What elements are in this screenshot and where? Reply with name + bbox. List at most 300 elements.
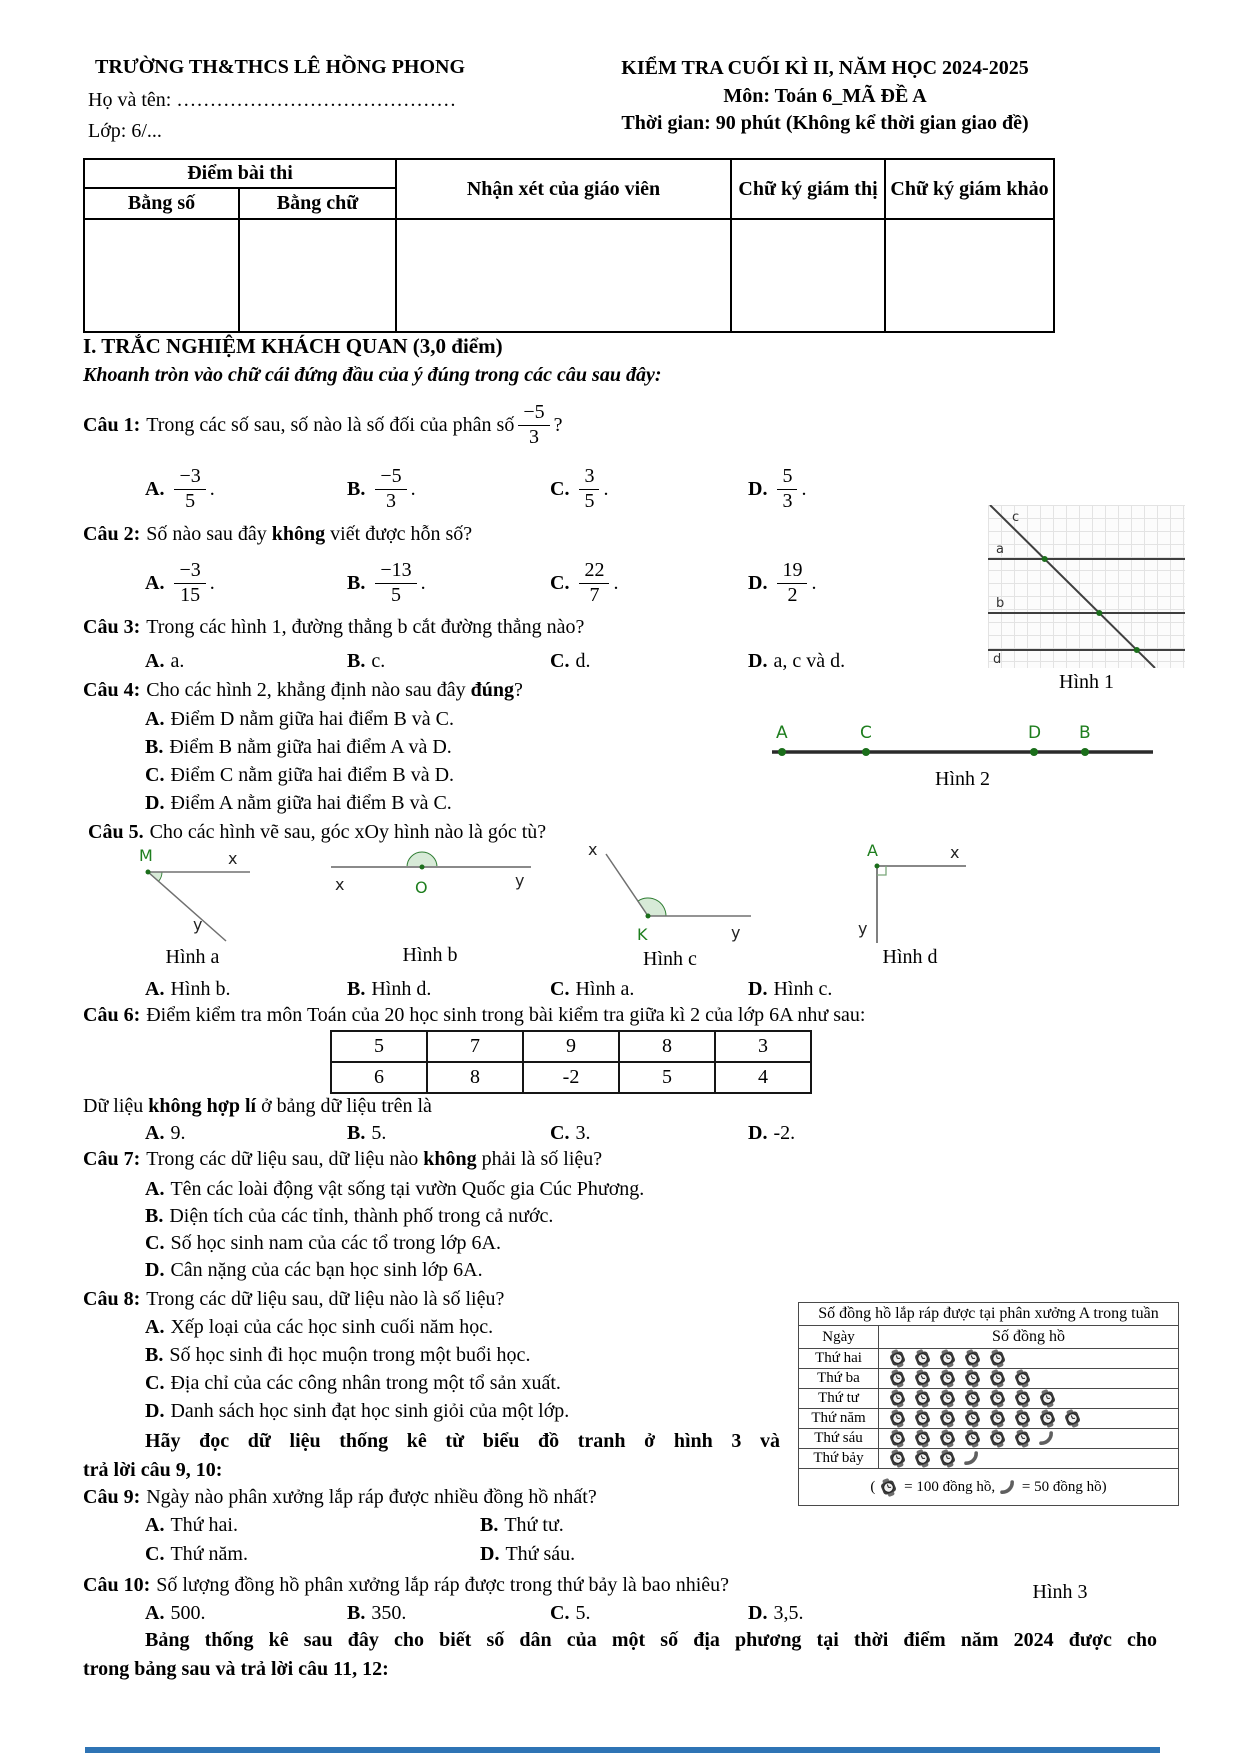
fraction-numerator: −5 [375, 466, 406, 490]
question-7-options [83, 1178, 1233, 1290]
option-label: D. [748, 978, 768, 1000]
clock-icon [938, 1449, 957, 1468]
stem-text: Trong các hình 1, đường thẳng b cắt đường thẳng nào? [146, 616, 585, 638]
option-suffix: . [811, 571, 817, 594]
figure-b-angle-diagram [325, 845, 535, 900]
question-4-stem [83, 679, 523, 702]
proctor-signature-cell: Chữ ký giám thị [731, 159, 885, 219]
clock-icon-cell [879, 1449, 1179, 1469]
question-3-stem [83, 616, 584, 639]
option-c [550, 1602, 590, 1625]
option-b [480, 1514, 564, 1537]
option-text: Số học sinh đi học muộn trong một buổi học. [169, 1344, 531, 1366]
fraction [777, 560, 807, 606]
half-clock-icon [1038, 1430, 1055, 1447]
option-d [748, 978, 832, 1001]
figure-d-svg [850, 842, 970, 947]
clock-icon [938, 1369, 957, 1388]
grader-signature-cell: Chữ ký giám khảo [885, 159, 1054, 219]
option-label: B. [347, 477, 366, 500]
clock-icon [888, 1389, 907, 1408]
option-text: Thứ năm. [170, 1543, 248, 1565]
option-label: C. [550, 571, 570, 594]
option-c [550, 650, 590, 673]
clock-icon [963, 1349, 982, 1368]
day-label: Thứ năm [799, 1409, 879, 1429]
question-5-stem [88, 821, 546, 844]
clock-icon [1013, 1409, 1032, 1428]
data-cell: 3 [715, 1031, 811, 1062]
question-label: Câu 1: [83, 413, 141, 436]
option-a [145, 1602, 205, 1625]
option-c [145, 764, 454, 787]
figure-d-angle-diagram [850, 842, 970, 947]
stem-text: Trong các dữ liệu sau, dữ liệu nào [146, 1148, 424, 1170]
question-9-stem [83, 1486, 597, 1509]
label-d: d [993, 652, 1002, 667]
point-label-B: B [1079, 723, 1091, 743]
next-table-top-border [85, 1747, 1160, 1753]
option-label: A. [145, 708, 165, 730]
option-a [145, 1316, 493, 1339]
option-label: D. [145, 1259, 165, 1281]
point-label-D: D [1028, 723, 1042, 743]
count-column-header: Số đồng hồ [879, 1326, 1179, 1349]
pictogram-row [799, 1389, 1179, 1409]
option-text: Hình d. [371, 978, 432, 1000]
fraction-numerator: 22 [579, 560, 609, 584]
clock-icon [938, 1429, 957, 1448]
option-b [347, 1602, 406, 1625]
option-b [347, 650, 385, 673]
data-cell: 5 [331, 1031, 427, 1062]
fraction-denominator: 3 [782, 489, 793, 512]
score-table [83, 158, 1055, 333]
legend-half-clock-icon [999, 1478, 1022, 1494]
stem-bold: không [423, 1148, 477, 1170]
question-10-stem [83, 1574, 729, 1597]
option-label: D. [748, 477, 768, 500]
stem-text: phải là số liệu? [476, 1148, 603, 1170]
clock-icon [1038, 1409, 1057, 1428]
option-text: a. [170, 650, 185, 672]
clock-icon-cell [879, 1369, 1179, 1389]
question-6-options [83, 1122, 1233, 1148]
option-suffix: . [209, 477, 215, 500]
clock-icon [888, 1369, 907, 1388]
data-row [331, 1062, 811, 1093]
pictogram-legend-row [799, 1469, 1179, 1506]
stem-text: Số nào sau đây [146, 523, 272, 545]
vertex-dot [146, 870, 151, 875]
option-b [145, 736, 452, 759]
option-text: c. [371, 650, 386, 672]
label-c: c [1012, 510, 1020, 525]
question-9-options [83, 1514, 1233, 1574]
option-text: 9. [170, 1122, 186, 1144]
option-d [748, 553, 816, 613]
legend-full-text: = 100 đồng hồ, [904, 1478, 996, 1495]
option-text: 500. [170, 1602, 206, 1624]
school-name: TRƯỜNG TH&THCS LÊ HỒNG PHONG [95, 56, 466, 78]
option-label: B. [347, 1122, 366, 1144]
note-text: ở bảng dữ liệu trên là [256, 1095, 432, 1117]
option-label: B. [347, 650, 366, 672]
ray-x-label: x [588, 840, 598, 859]
vertex-dot [646, 914, 651, 919]
option-label: B. [145, 1344, 164, 1366]
read-chart-note-line2: trả lời câu 9, 10: [83, 1459, 223, 1481]
data-cell: 5 [619, 1062, 715, 1093]
option-text: a, c và d. [773, 650, 846, 672]
option-d [748, 650, 845, 673]
option-text: Điểm B nằm giữa hai điểm A và D. [169, 736, 452, 758]
clock-icon [963, 1409, 982, 1428]
option-b [145, 1205, 553, 1228]
option-a [145, 708, 454, 731]
stem-suffix: ? [553, 413, 563, 436]
clock-icon [888, 1429, 907, 1448]
pictogram-row [799, 1449, 1179, 1469]
option-b [347, 460, 416, 518]
day-label: Thứ ba [799, 1369, 879, 1389]
option-text: 3,5. [773, 1602, 804, 1624]
question-10-options [83, 1602, 1233, 1628]
stem-text: ? [513, 679, 523, 701]
option-label: B. [145, 736, 164, 758]
empty-cell [731, 219, 885, 332]
option-label: D. [145, 792, 165, 814]
legend-half-text: = 50 đồng hồ) [1021, 1478, 1107, 1495]
figure-c-caption: Hình c [643, 948, 697, 970]
option-label: A. [145, 1178, 165, 1200]
option-c [550, 1122, 590, 1145]
option-text: d. [575, 650, 591, 672]
stem-text: Cho các hình vẽ sau, góc xOy hình nào là góc tù? [149, 821, 547, 843]
data-cell: 8 [427, 1062, 523, 1093]
option-label: B. [145, 1205, 164, 1227]
ray-x-label: x [228, 849, 238, 868]
clock-icon [1013, 1369, 1032, 1388]
half-clock-icon [963, 1450, 980, 1467]
figure-d-caption: Hình d [882, 946, 938, 968]
fraction-denominator: 2 [787, 583, 798, 606]
option-label: C. [145, 764, 165, 786]
option-label: C. [145, 1543, 165, 1565]
option-text: Thứ hai. [170, 1514, 238, 1536]
pictogram-title-row [799, 1303, 1179, 1326]
point-dot-A [778, 748, 786, 756]
figure-a-svg [130, 845, 255, 945]
fraction-denominator: 7 [589, 583, 600, 606]
option-d [748, 1122, 795, 1145]
note-text: Dữ liệu [83, 1095, 149, 1117]
clock-icon [913, 1449, 932, 1468]
fraction [777, 466, 797, 512]
clock-icon-cell [879, 1389, 1179, 1409]
option-label: C. [145, 1372, 165, 1394]
section-title: I. TRẮC NGHIỆM KHÁCH QUAN (3,0 điểm) [83, 334, 503, 358]
option-c [145, 1372, 561, 1395]
figure-1-lines-diagram [988, 505, 1185, 668]
question-1-stem [83, 396, 563, 454]
note-bold: không hợp lí [148, 1095, 257, 1117]
question-6-note [83, 1095, 432, 1118]
figure-b-svg [325, 845, 535, 900]
option-text: Thứ sáu. [505, 1543, 576, 1565]
option-c [550, 978, 634, 1001]
question-3-options [83, 650, 1233, 676]
option-label: A. [145, 1122, 165, 1144]
ray-y-label: y [858, 919, 868, 938]
exam-header-block [560, 55, 1090, 138]
question-7-stem [83, 1148, 602, 1171]
option-b [347, 1122, 386, 1145]
data-cell: 4 [715, 1062, 811, 1093]
option-label: D. [748, 1122, 768, 1144]
clock-icon [888, 1409, 907, 1428]
fraction-denominator: 5 [584, 489, 595, 512]
ray-x-label: x [335, 875, 345, 894]
fraction-denominator: 3 [385, 489, 396, 512]
fraction-denominator: 5 [185, 489, 196, 512]
option-label: C. [550, 650, 570, 672]
question-label: Câu 10: [83, 1574, 151, 1596]
option-suffix: . [410, 477, 416, 500]
option-label: D. [480, 1543, 500, 1565]
option-label: C. [550, 1122, 570, 1144]
class-line: Lớp: 6/... [88, 120, 162, 142]
exam-title: KIỂM TRA CUỐI KÌ II, NĂM HỌC 2024-2025 [621, 57, 1029, 79]
question-8-stem [83, 1288, 504, 1311]
question-label: Câu 6: [83, 1004, 141, 1026]
clock-icon-cell [879, 1349, 1179, 1369]
ray-y-label: y [731, 923, 741, 942]
half-clock-icon [999, 1479, 1016, 1496]
option-text: Thứ tư. [504, 1514, 564, 1536]
fraction [174, 560, 205, 606]
data-cell: -2 [523, 1062, 619, 1093]
option-a [145, 1514, 238, 1537]
option-text: Danh sách học sinh đạt học sinh giỏi của một lớp. [170, 1400, 570, 1422]
clock-icon [988, 1369, 1007, 1388]
clock-icon [963, 1369, 982, 1388]
vertex-dot [420, 865, 425, 870]
option-label: A. [145, 978, 165, 1000]
stem-text: Trong các số sau, số nào là số đối của phân số [146, 413, 515, 436]
intersection-dot [1096, 610, 1102, 616]
empty-cell [239, 219, 396, 332]
day-label: Thứ sáu [799, 1429, 879, 1449]
option-suffix: . [801, 477, 807, 500]
line-c [990, 505, 1155, 668]
pictogram-header-row [799, 1326, 1179, 1349]
option-label: B. [347, 978, 366, 1000]
clock-icon [988, 1389, 1007, 1408]
clock-icon [988, 1349, 1007, 1368]
option-text: Điểm D nằm giữa hai điểm B và C. [170, 708, 455, 730]
point-label-C: C [860, 723, 872, 743]
pictogram-row [799, 1369, 1179, 1389]
option-label: B. [347, 571, 366, 594]
option-suffix: . [420, 571, 426, 594]
figure-2-points-diagram [770, 722, 1155, 766]
question-6-stem [83, 1004, 865, 1027]
figure-a-caption: Hình a [165, 946, 220, 968]
option-label: D. [748, 650, 768, 672]
vertex-dot [875, 864, 880, 869]
option-label: B. [347, 1602, 366, 1624]
option-a [145, 553, 215, 613]
option-suffix: . [209, 571, 215, 594]
fraction-numerator: 3 [579, 466, 599, 490]
day-label: Thứ tư [799, 1389, 879, 1409]
question-label: Câu 3: [83, 616, 141, 638]
option-text: Hình c. [773, 978, 833, 1000]
option-text: 3. [575, 1122, 591, 1144]
score-words-cell: Bằng chữ [239, 188, 396, 219]
option-label: A. [145, 1316, 165, 1338]
option-d [145, 1400, 569, 1423]
question-label: Câu 4: [83, 679, 141, 701]
point-dot-B [1081, 748, 1089, 756]
label-b: b [996, 596, 1005, 611]
fraction-denominator: 15 [180, 583, 201, 606]
stem-text: Trong các dữ liệu sau, dữ liệu nào là số liệu? [146, 1288, 505, 1310]
question-label: Câu 7: [83, 1148, 141, 1170]
section-instruction: Khoanh tròn vào chữ cái đứng đầu của ý đúng trong các câu sau đây: [83, 364, 662, 386]
option-text: Cân nặng của các bạn học sinh lớp 6A. [170, 1259, 483, 1281]
ray-x-label: x [950, 843, 960, 862]
pictogram-legend [799, 1469, 1179, 1506]
fraction-numerator: −3 [174, 466, 205, 490]
scores-data-table [330, 1030, 812, 1094]
option-text: Hình b. [170, 978, 231, 1000]
student-name-line: Họ và tên: …………………………………… [88, 89, 457, 111]
clock-icon [963, 1429, 982, 1448]
option-text: 350. [371, 1602, 407, 1624]
ray-y [148, 872, 226, 941]
stem-text: Ngày nào phân xưởng lắp ráp được nhiều đồng hồ nhất? [146, 1486, 597, 1508]
option-text: Xếp loại của các học sinh cuối năm học. [170, 1316, 494, 1338]
fraction [518, 402, 549, 448]
option-text: Hình a. [575, 978, 635, 1000]
question-label: Câu 8: [83, 1288, 141, 1310]
figure-a-angle-diagram [130, 845, 255, 945]
fraction [174, 466, 205, 512]
pictogram-row [799, 1409, 1179, 1429]
clock-icon [1063, 1409, 1082, 1428]
day-label: Thứ hai [799, 1349, 879, 1369]
option-label: A. [145, 1514, 165, 1536]
option-a [145, 1178, 644, 1201]
option-c [145, 1543, 248, 1566]
figure-1-svg [988, 505, 1185, 668]
fraction-numerator: 5 [777, 466, 797, 490]
option-text: -2. [773, 1122, 796, 1144]
data-cell: 8 [619, 1031, 715, 1062]
option-text: Địa chỉ của các công nhân trong một tổ sản xuất. [170, 1372, 561, 1394]
option-d [145, 1259, 483, 1282]
teacher-comment-cell: Nhận xét của giáo viên [396, 159, 731, 219]
point-label-A: A [776, 723, 788, 743]
fraction [375, 466, 406, 512]
option-label: A. [145, 571, 165, 594]
fraction [579, 560, 609, 606]
fraction-denominator: 3 [528, 425, 539, 448]
final-note-line2: trong bảng sau và trả lời câu 11, 12: [83, 1658, 389, 1680]
question-label: Câu 5. [88, 821, 144, 843]
fraction-numerator: −13 [375, 560, 416, 584]
exam-subject: Môn: Toán 6_MÃ ĐỀ A [723, 84, 927, 107]
fraction-numerator: 19 [777, 560, 807, 584]
fraction-numerator: −3 [174, 560, 205, 584]
figure-c-svg [585, 840, 755, 950]
fraction-denominator: 5 [390, 583, 401, 606]
intersection-dot [1042, 556, 1048, 562]
clock-icon [888, 1349, 907, 1368]
label-a: a [996, 542, 1004, 557]
option-label: B. [480, 1514, 499, 1536]
question-2-stem [83, 523, 472, 546]
option-text: Tên các loài động vật sống tại vườn Quốc gia Cúc Phương. [170, 1178, 645, 1200]
data-row [331, 1031, 811, 1062]
option-d [748, 1602, 803, 1625]
legend-open: ( [870, 1478, 876, 1495]
pictogram-title: Số đồng hồ lắp ráp được tại phân xưởng A trong tuần [799, 1303, 1179, 1326]
ray-y-label: y [193, 915, 203, 934]
option-a [145, 1122, 185, 1145]
option-a [145, 978, 230, 1001]
option-label: C. [550, 477, 570, 500]
exam-duration: Thời gian: 90 phút (Không kể thời gian giao đề) [621, 112, 1029, 135]
fraction-numerator: −5 [518, 402, 549, 426]
option-text: 5. [575, 1602, 591, 1624]
clock-icon [913, 1429, 932, 1448]
legend-clock-icon [879, 1478, 904, 1494]
point-dot-D [1030, 748, 1038, 756]
final-note-line1: Bảng thống kê sau đây cho biết số dân của một số địa phương tại thời điểm năm 2024 được cho [145, 1629, 1157, 1651]
stem-text: Số lượng đồng hồ phân xưởng lắp ráp được trong thứ bảy là bao nhiêu? [156, 1574, 729, 1596]
option-c [550, 460, 608, 518]
fraction [579, 466, 599, 512]
option-suffix: . [603, 477, 609, 500]
data-cell: 7 [427, 1031, 523, 1062]
question-5-options [83, 978, 1233, 1004]
clock-icon [1038, 1389, 1057, 1408]
clock-icon [913, 1369, 932, 1388]
ray-x [606, 854, 648, 916]
clock-icon [913, 1409, 932, 1428]
pictogram-row [799, 1429, 1179, 1449]
clock-icon [938, 1389, 957, 1408]
clock-icon [913, 1389, 932, 1408]
empty-cell [396, 219, 731, 332]
day-column-header: Ngày [799, 1326, 879, 1349]
option-label: D. [145, 1400, 165, 1422]
option-d [748, 460, 806, 518]
option-a [145, 650, 184, 673]
data-cell: 6 [331, 1062, 427, 1093]
clock-icon [938, 1409, 957, 1428]
pictogram-table [798, 1302, 1179, 1506]
point-dot-C [862, 748, 870, 756]
data-cell: 9 [523, 1031, 619, 1062]
empty-cell [885, 219, 1054, 332]
empty-cell [84, 219, 239, 332]
stem-bold: không [271, 523, 326, 545]
figure-1-caption: Hình 1 [1059, 671, 1114, 693]
